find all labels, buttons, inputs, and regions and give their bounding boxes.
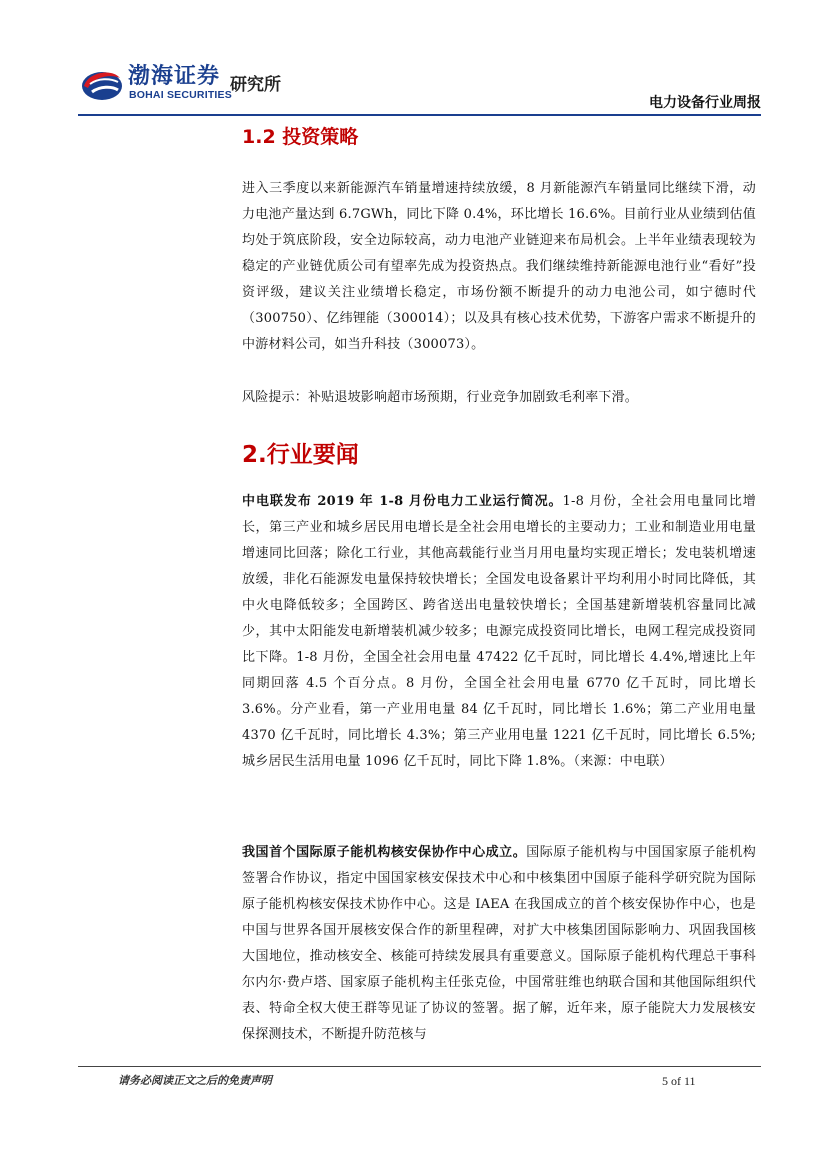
header-divider: [78, 114, 761, 116]
news-paragraph: [242, 489, 756, 775]
section-heading-investment-strategy: 1.2 投资策略: [242, 126, 359, 148]
section-heading-industry-news: 2.行业要闻: [242, 442, 359, 468]
news-item: [242, 840, 756, 1048]
institute-label: 研究所: [230, 75, 281, 95]
page-number: 5 of 11: [662, 1074, 696, 1088]
bohai-logo: [78, 62, 288, 106]
disclaimer-note: 请务必阅读正文之后的免责声明: [118, 1074, 272, 1087]
risk-text: 风险提示：补贴退坡影响超市场预期，行业竞争加剧致毛利率下滑。: [242, 390, 639, 405]
investment-strategy-paragraph: [242, 176, 756, 358]
risk-warning: [242, 385, 756, 411]
report-type: 电力设备行业周报: [649, 95, 761, 111]
paragraph-text: 进入三季度以来新能源汽车销量增速持续放缓，8 月新能源汽车销量同比继续下滑，动力电池产量达到 6.7GWh，同比下降 0.4%，环比增长 16.6%。目前行业从业绩到估值均处于筑底阶段，安全边际较高，动力电池产业链迎来布局机会。上半年业绩表现较为稳定的产业链优质公司有望率先成为投资热点。我们继续维持新能源电池行业“看好”投资评级，建议关注业绩增长稳定，市场份额不断提升的动力电池公司，如宁德时代（300750）、亿纬锂能（300014）；以及具有核心技术优势，下游客户需求不断提升的中游材料公司，如当升科技（300073）。: [242, 181, 756, 352]
brand-name-cn: 渤海证券: [128, 64, 221, 89]
news-body: 国际原子能机构与中国国家原子能机构签署合作协议，指定中国国家核安保技术中心和中核集团中国原子能科学研究院为国际原子能机构核安保技术协作中心。这是 IAEA 在我国成立的首个核安保协作中心，也是中国与世界各国开展核安保合作的新里程碑，对扩大中核集团国际影响力、巩固我国核大国地位，推动核安全、核能可持续发展具有重要意义。国际原子能机构代理总干事科尔内尔·费卢塔、国家原子能机构主任张克俭，中国常驻维也纳联合国和其他国际组织代表、特命全权大使王群等见证了协议的签署。据了解，近年来，原子能院大力发展核安保探测技术，不断提升防范核与: [242, 845, 756, 1042]
brand-name-en: BOHAI SECURITIES: [129, 89, 232, 101]
news-paragraph: [242, 840, 756, 1048]
news-item: [242, 489, 756, 775]
news-body: 1-8 月份，全社会用电量同比增长，第三产业和城乡居民用电增长是全社会用电增长的主要动力；工业和制造业用电量增速同比回落；除化工行业，其他高载能行业当月用电量均实现正增长；发电装机增速放缓，非化石能源发电量保持较快增长；全国发电设备累计平均利用小时同比降低，其中火电降低较多；全国跨区、跨省送出电量较快增长；全国基建新增装机容量同比减少，其中太阳能发电新增装机减少较多；电源完成投资同比增长，电网工程完成投资同比下降。1-8 月份，全国全社会用电量 47422 亿千瓦时，同比增长 4.4%,增速比上年同期回落 4.5 个百分点。8 月份，全国全社会用电量 6770 亿千瓦时，同比增长 3.6%。分产业看，第一产业用电量 84 亿千瓦时，同比增长 1.6%；第二产业用电量 4370 亿千瓦时，同比增长 4.3%；第三产业用电量 1221 亿千瓦时，同比增长 6.5%; 城乡居民生活用电量 1096 亿千瓦时，同比下降 1.8%。（来源：中电联）: [242, 494, 756, 769]
bohai-logo-icon: [78, 62, 124, 102]
footer-divider: [78, 1066, 761, 1067]
news-lead: 我国首个国际原子能机构核安保协作中心成立。: [242, 845, 527, 860]
news-lead: 中电联发布 2019 年 1-8 月份电力工业运行简况。: [242, 494, 563, 509]
